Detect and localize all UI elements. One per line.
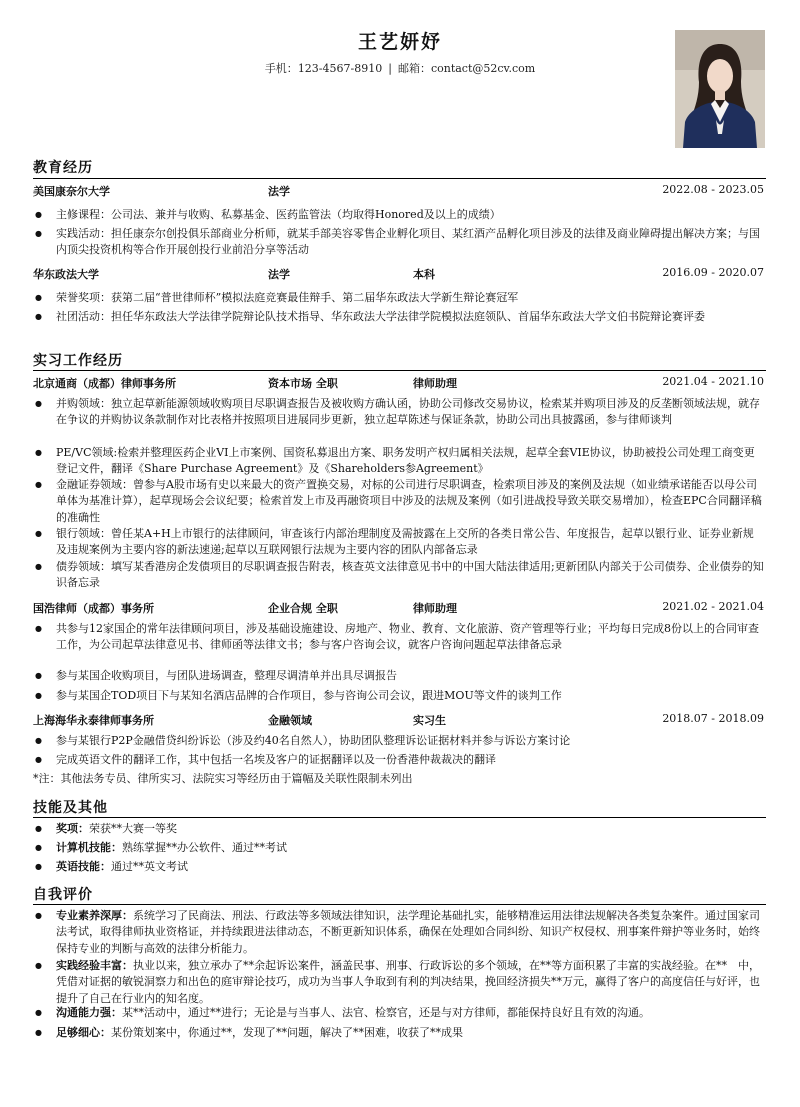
bullet-item: ● 并购领域：独立起草新能源领域收购项目尽职调查报告及被收购方确认函，协助公司修改交易协议，检索某并购项目涉及的反垄断领域法规，就存在争议的并购协议条款制作对比表格并按照项目进展同步更新，独立起草陈述与保证条款，协助公司出具披露函，参与律师谈判 [56, 396, 764, 429]
date-range: 2021.04 - 2021.10 [662, 375, 764, 388]
skill-item [56, 821, 764, 837]
self-item [56, 908, 764, 957]
section-rule [33, 904, 766, 905]
self-label: 专业素养深厚： [56, 909, 133, 922]
self-item [56, 1005, 764, 1021]
skill-label: 英语技能： [56, 860, 111, 873]
work-footnote: *注：其他法务专员、律所实习、法院实习等经历由于篇幅及关联性限制未列出 [33, 772, 413, 785]
self-item [56, 958, 764, 1007]
date-range: 2021.02 - 2021.04 [662, 600, 764, 613]
section-title-work: 实习工作经历 [33, 353, 123, 369]
date-range: 2022.08 - 2023.05 [662, 183, 764, 196]
bullet-item: ● 实践活动：担任康奈尔创投俱乐部商业分析师，就某手部美容零售企业孵化项目、某红酒产品孵化项目涉及的法律及商业障碍提出解决方案；与国内顶尖投资机构等合作开展创投行业前沿分享等活动 [56, 226, 764, 259]
bullet-item: ● 债券领域：填写某香港房企发债项目的尽职调查报告附表，核查英文法律意见书中的中国大陆法律适用;更新团队内部关于公司债券、企业债券的知识备忘录 [56, 559, 764, 592]
profile-photo [675, 30, 765, 148]
role: 律师助理 [413, 602, 457, 615]
role: 实习生 [413, 714, 446, 727]
self-text: 执业以来，独立承办了**余起诉讼案件，涵盖民事、刑事、行政诉讼的多个领域，在**等方面积累了丰富的实战经验。在** 中，凭借对证据的敏锐洞察力和出色的庭审辩论技巧，成功为当事人争取到有利的判决结果，挽回经济损失**万元，赢得了客户的高度信任与好评，也提升了自己在行业内的知名度。 [56, 959, 760, 1005]
self-label: 沟通能力强： [56, 1006, 122, 1019]
major: 法学 [268, 185, 290, 198]
section-rule [33, 817, 766, 818]
bullet-item: ● 金融证券领域：曾参与A股市场有史以来最大的资产置换交易，对标的公司进行尽职调查，检索项目涉及的案例及法规（如业绩承诺能否以母公司单体为基准计算），起草现场会会议纪要；检索首发上市及再融资项目中涉及的法规及案例（如引进战投导致关联交易增加），检查EPC合同翻译稿的准确性 [56, 477, 764, 526]
skill-text: 荣获**大赛一等奖 [89, 822, 177, 835]
section-title-skills: 技能及其他 [33, 800, 108, 816]
self-text: 系统学习了民商法、刑法、行政法等多领域法律知识，法学理论基础扎实，能够精准运用法律法规解决各类复杂案件。通过国家司法考试，取得律师执业资格证，并持续跟进法律动态，不断更新知识体系，确保在处理如合同纠纷、知识产权侵权、刑事案件辩护等业务时，始终保持专业的判断与高效的法律分析能力。 [56, 909, 760, 955]
skill-text: 通过**英文考试 [111, 860, 188, 873]
phone-number: 123-4567-8910 [297, 62, 383, 75]
date-range: 2016.09 - 2020.07 [662, 266, 764, 279]
bullet-item: ● 完成英语文件的翻译工作，其中包括一名埃及客户的证据翻译以及一份香港仲裁裁决的翻译 [56, 752, 764, 768]
section-title-education: 教育经历 [33, 160, 93, 176]
self-label: 足够细心： [56, 1026, 111, 1039]
skill-label: 奖项： [56, 822, 89, 835]
bullet-item: ● 荣誉奖项：获第二届“普世律师杯”模拟法庭竞赛最佳辩手、第二届华东政法大学新生辩论赛冠军 [56, 290, 764, 306]
school-name: 华东政法大学 [33, 268, 99, 281]
school-name: 美国康奈尔大学 [33, 185, 110, 198]
bullet-item: ● 参与某银行P2P金融借贷纠纷诉讼（涉及约40名自然人），协助团队整理诉讼证据材料并参与诉讼方案讨论 [56, 733, 764, 749]
skill-item [56, 840, 764, 856]
degree: 本科 [413, 268, 435, 281]
department: 企业合规 全职 [268, 602, 338, 615]
company-name: 上海海华永泰律师事务所 [33, 714, 154, 727]
section-rule [33, 178, 766, 179]
company-name: 国浩律师（成都）事务所 [33, 602, 154, 615]
self-text: 某份策划案中，你通过**，发现了**问题，解决了**困难，收获了**成果 [111, 1026, 463, 1039]
bullet-item: ● 参与某国企TOD项目下与某知名酒店品牌的合作项目，参与咨询公司会议，跟进MOU等文件的谈判工作 [56, 688, 764, 704]
bullet-item: ● 参与某国企收购项目，与团队进场调查，整理尽调清单并出具尽调报告 [56, 668, 764, 684]
bullet-item: ● 银行领域：曾任某A+H上市银行的法律顾问，审查该行内部治理制度及需披露在上交所的各类日常公告、年度报告，起草以银行业、证券业新规及违规案例为主要内容的新法速递;起草以互联网银行法规为主要内容的团队内部备忘录 [56, 526, 764, 559]
self-item [56, 1025, 764, 1041]
department: 金融领域 [268, 714, 312, 727]
contact-separator: | [388, 62, 392, 75]
major: 法学 [268, 268, 290, 281]
self-label: 实践经验丰富： [56, 959, 133, 972]
section-rule [33, 370, 766, 371]
email-label: 邮箱： [397, 62, 431, 75]
bullet-item: ● 社团活动：担任华东政法大学法律学院辩论队技术指导、华东政法大学法律学院模拟法庭领队、首届华东政法大学文伯书院辩论赛评委 [56, 309, 764, 325]
profile-photo-illustration [675, 30, 765, 148]
skill-label: 计算机技能： [56, 841, 122, 854]
skill-item [56, 859, 764, 875]
self-text: 某**活动中，通过**进行；无论是与当事人、法官、检察官，还是与对方律师，都能保持良好且有效的沟通。 [122, 1006, 650, 1019]
bullet-item: ● 共参与12家国企的常年法律顾问项目，涉及基础设施建设、房地产、物业、教育、文化旅游、资产管理等行业；平均每日完成8份以上的合同审查工作，为公司起草法律意见书、律师函等法律文书；参与客户咨询会议，就客户咨询问题起草法律备忘录 [56, 621, 764, 654]
skill-text: 熟练掌握**办公软件、通过**考试 [122, 841, 287, 854]
phone-label: 手机： [264, 62, 298, 75]
department: 资本市场 全职 [268, 377, 338, 390]
section-title-self: 自我评价 [33, 887, 93, 903]
date-range: 2018.07 - 2018.09 [662, 712, 764, 725]
company-name: 北京通商（成都）律师事务所 [33, 377, 176, 390]
email-address: contact@52cv.com [430, 62, 536, 75]
candidate-name: 王艺妍妤 [357, 31, 442, 53]
bullet-item: ● PE/VC领域:检索并整理医药企业VI上市案例、国资私募退出方案、职务发明产权归属相关法规，起草全套VIE协议，协助被投公司处理工商变更登记文件，翻译《Share Purchase Agreement》及《Shareholders参Agreement》 [56, 445, 764, 478]
role: 律师助理 [413, 377, 457, 390]
bullet-item: ● 主修课程：公司法、兼并与收购、私募基金、医药监管法（均取得Honored及以上的成绩） [56, 207, 764, 223]
